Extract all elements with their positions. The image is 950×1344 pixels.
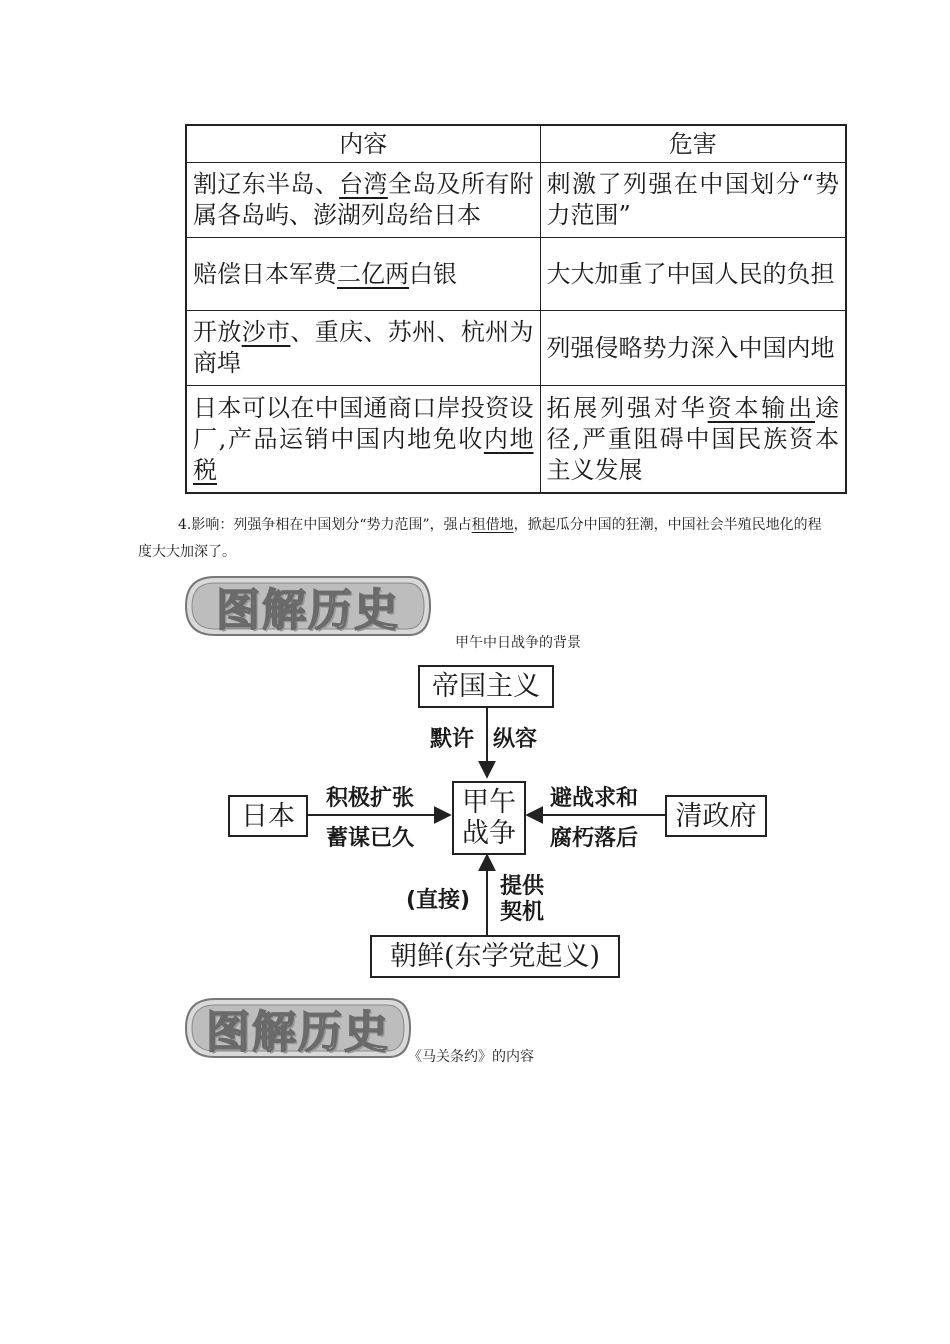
treaty-caption: 《马关条约》的内容 [408,1049,534,1065]
box-korea: 朝鲜(东学党起义) [370,935,620,978]
table-header-row [186,125,846,163]
box-qing: 清政府 [665,795,767,837]
box-imperialism: 帝国主义 [418,665,554,708]
harm-cell: 列强侵略势力深入中国内地 [540,311,846,386]
section-badge [183,574,433,638]
label-plotted: 蓄谋已久 [326,826,415,851]
content-cell: 赔偿日本军费二亿两白银 [186,238,540,311]
box-war [452,781,526,855]
content-cell: 开放沙市、重庆、苏州、杭州为商埠 [186,311,540,386]
content-cell: 日本可以在中国通商口岸投资设厂,产品运销中国内地免收内地税 [186,386,540,494]
table-row [186,311,846,386]
badge-title: 图解历史 [216,585,400,636]
label-decay: 腐朽落后 [550,826,639,851]
diagram-caption: 甲午中日战争的背景 [455,635,581,651]
label-acquiesce: 默许 [430,727,475,752]
war-line-2: 战争 [462,818,516,849]
harm-cell: 拓展列强对华资本输出途径,严重阻碍中国民族资本主义发展 [540,386,846,494]
label-expand: 积极扩张 [326,786,415,811]
label-opportunity: 契机 [500,900,545,925]
impact-paragraph: 4.影响：列强争相在中国划分“势力范围”，强占租借地，掀起瓜分中国的狂潮，中国社会半殖民地化的程度大大加深了。 [138,517,822,560]
box-japan: 日本 [228,795,308,837]
badge-title: 图解历史 [206,1007,390,1058]
war-line-1: 甲午 [462,787,516,818]
header-harm: 危害 [540,125,846,163]
header-content: 内容 [186,125,540,163]
label-direct: (直接) [406,888,471,913]
table-row [186,163,846,238]
content-cell: 割辽东半岛、台湾全岛及所有附属各岛屿、澎湖列岛给日本 [186,163,540,238]
harm-cell: 刺激了列强在中国划分“势力范围” [540,163,846,238]
harm-cell: 大大加重了中国人民的负担 [540,238,846,311]
label-provide: 提供 [500,874,545,899]
label-connive: 纵容 [493,727,538,752]
label-avoid-war: 避战求和 [550,786,639,811]
table-row [186,386,846,494]
treaty-table [185,124,847,494]
section-badge [183,996,433,1060]
table-row [186,238,846,311]
